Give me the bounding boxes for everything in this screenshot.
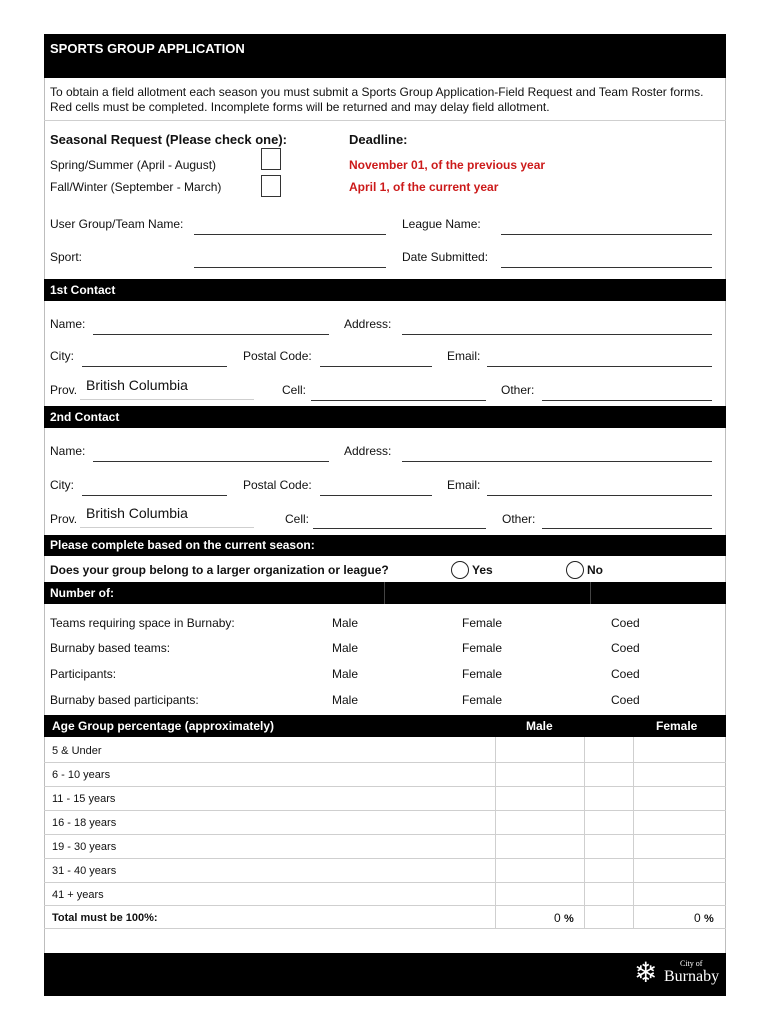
second-contact-bar <box>44 406 726 428</box>
male-total <box>554 911 574 925</box>
page-title: SPORTS GROUP APPLICATION <box>50 41 245 56</box>
intro-divider <box>44 120 726 121</box>
fall-winter-checkbox[interactable] <box>261 175 281 197</box>
female-header: Female <box>656 719 698 733</box>
male-label: Male <box>332 616 359 630</box>
age-row-divider <box>44 858 726 859</box>
contact2-cell-label: Cell: <box>285 512 310 526</box>
contact1-postal-field[interactable] <box>320 366 432 367</box>
snowflake-icon: ❄ <box>634 957 658 988</box>
age-row-label: 11 - 15 years <box>52 793 116 805</box>
contact1-name-label: Name: <box>50 317 86 331</box>
spring-summer-deadline: November 01, of the previous year <box>349 158 546 172</box>
sport-field[interactable] <box>194 267 386 268</box>
contact2-other-label: Other: <box>502 512 536 526</box>
female-total-value: 0 <box>694 911 701 925</box>
age-grid-line <box>633 737 634 928</box>
contact2-email-label: Email: <box>447 478 481 492</box>
league-name-field[interactable] <box>501 234 712 235</box>
coed-label: Coed <box>611 616 640 630</box>
second-contact-heading: 2nd Contact <box>50 410 120 424</box>
age-row-label: 16 - 18 years <box>52 817 117 829</box>
female-total <box>694 911 714 925</box>
contact2-other-field[interactable] <box>542 528 712 529</box>
number-of-bar <box>44 582 726 604</box>
row-label: Participants: <box>50 667 117 681</box>
male-label: Male <box>332 641 359 655</box>
male-total-value: 0 <box>554 911 561 925</box>
contact2-postal-field[interactable] <box>320 495 432 496</box>
age-group-bar <box>44 715 726 737</box>
male-percent-sign: % <box>564 913 574 925</box>
no-label: No <box>587 563 603 577</box>
contact2-cell-field[interactable] <box>313 528 486 529</box>
age-table-bottom <box>44 928 726 929</box>
contact2-name-field[interactable] <box>93 461 329 462</box>
deadline-heading: Deadline: <box>349 132 408 147</box>
age-row-divider <box>44 786 726 787</box>
contact1-city-label: City: <box>50 349 74 363</box>
fall-winter-deadline: April 1, of the current year <box>349 180 499 194</box>
total-label: Total must be 100%: <box>52 912 158 924</box>
coed-label: Coed <box>611 693 640 707</box>
contact1-prov-label: Prov. <box>50 383 78 397</box>
team-name-field[interactable] <box>194 234 386 235</box>
seasonal-heading: Seasonal Request (Please check one): <box>50 132 287 147</box>
contact1-other-field[interactable] <box>542 400 712 401</box>
age-row-divider <box>44 762 726 763</box>
male-label: Male <box>332 667 359 681</box>
age-row-divider <box>44 810 726 811</box>
title-bar <box>44 34 726 78</box>
current-season-heading: Please complete based on the current season: <box>50 538 315 552</box>
contact1-prov-field <box>80 399 254 400</box>
age-group-heading: Age Group percentage (approximately) <box>52 719 275 733</box>
logo-city-of: City of <box>680 959 703 968</box>
contact2-address-label: Address: <box>344 444 392 458</box>
current-season-bar <box>44 535 726 556</box>
female-label: Female <box>462 641 503 655</box>
contact1-postal-label: Postal Code: <box>243 349 312 363</box>
coed-label: Coed <box>611 641 640 655</box>
league-name-label: League Name: <box>402 217 481 231</box>
yes-radio[interactable] <box>451 561 469 579</box>
burnaby-logo <box>634 957 720 993</box>
contact1-other-label: Other: <box>501 383 535 397</box>
contact2-email-field[interactable] <box>487 495 712 496</box>
contact2-prov-label: Prov. <box>50 512 78 526</box>
age-row-label: 6 - 10 years <box>52 769 111 781</box>
contact2-city-field[interactable] <box>82 495 227 496</box>
contact1-address-field[interactable] <box>402 334 712 335</box>
spring-summer-checkbox[interactable] <box>261 148 281 170</box>
age-row-divider <box>44 882 726 883</box>
intro-text: To obtain a field allotment each season you must submit a Sports Group Application-Field Request and Team Roster forms. Red cells must be completed. Incomplete forms will be returned and may delay field allotment. <box>50 85 704 114</box>
contact1-city-field[interactable] <box>82 366 227 367</box>
yes-label: Yes <box>472 563 493 577</box>
contact1-name-field[interactable] <box>93 334 329 335</box>
date-submitted-label: Date Submitted: <box>402 250 489 264</box>
age-row-label: 31 - 40 years <box>52 865 117 877</box>
no-radio[interactable] <box>566 561 584 579</box>
contact1-email-label: Email: <box>447 349 481 363</box>
age-row-label: 5 & Under <box>52 745 102 757</box>
footer-bar <box>44 953 726 996</box>
female-label: Female <box>462 616 503 630</box>
age-row-divider <box>44 905 726 906</box>
contact2-name-label: Name: <box>50 444 86 458</box>
row-label: Burnaby based teams: <box>50 641 171 655</box>
contact2-postal-label: Postal Code: <box>243 478 312 492</box>
spring-summer-label: Spring/Summer (April - August) <box>50 158 217 172</box>
organization-question: Does your group belong to a larger organization or league? <box>50 563 389 577</box>
female-label: Female <box>462 667 503 681</box>
contact1-cell-label: Cell: <box>282 383 307 397</box>
contact2-city-label: City: <box>50 478 74 492</box>
date-submitted-field[interactable] <box>501 267 712 268</box>
contact2-prov-value[interactable]: British Columbia <box>86 505 188 521</box>
logo-burnaby: Burnaby <box>664 968 720 985</box>
contact1-address-label: Address: <box>344 317 392 331</box>
contact2-address-field[interactable] <box>402 461 712 462</box>
male-label: Male <box>332 693 359 707</box>
age-row-divider <box>44 834 726 835</box>
number-of-divider <box>590 582 591 604</box>
age-grid-line <box>495 737 496 928</box>
male-header: Male <box>526 719 553 733</box>
first-contact-heading: 1st Contact <box>50 283 116 297</box>
female-percent-sign: % <box>704 913 714 925</box>
female-label: Female <box>462 693 503 707</box>
number-of-divider <box>384 582 385 604</box>
sport-label: Sport: <box>50 250 83 264</box>
age-row-label: 41 + years <box>52 889 104 901</box>
contact1-cell-field[interactable] <box>311 400 486 401</box>
age-grid-line <box>584 737 585 928</box>
contact1-prov-value[interactable]: British Columbia <box>86 377 188 393</box>
first-contact-bar <box>44 279 726 301</box>
coed-label: Coed <box>611 667 640 681</box>
contact1-email-field[interactable] <box>487 366 712 367</box>
contact2-prov-field <box>80 527 254 528</box>
row-label: Teams requiring space in Burnaby: <box>50 616 235 630</box>
number-of-heading: Number of: <box>50 586 114 600</box>
row-label: Burnaby based participants: <box>50 693 199 707</box>
fall-winter-label: Fall/Winter (September - March) <box>50 180 222 194</box>
team-name-label: User Group/Team Name: <box>50 217 184 231</box>
age-row-label: 19 - 30 years <box>52 841 117 853</box>
